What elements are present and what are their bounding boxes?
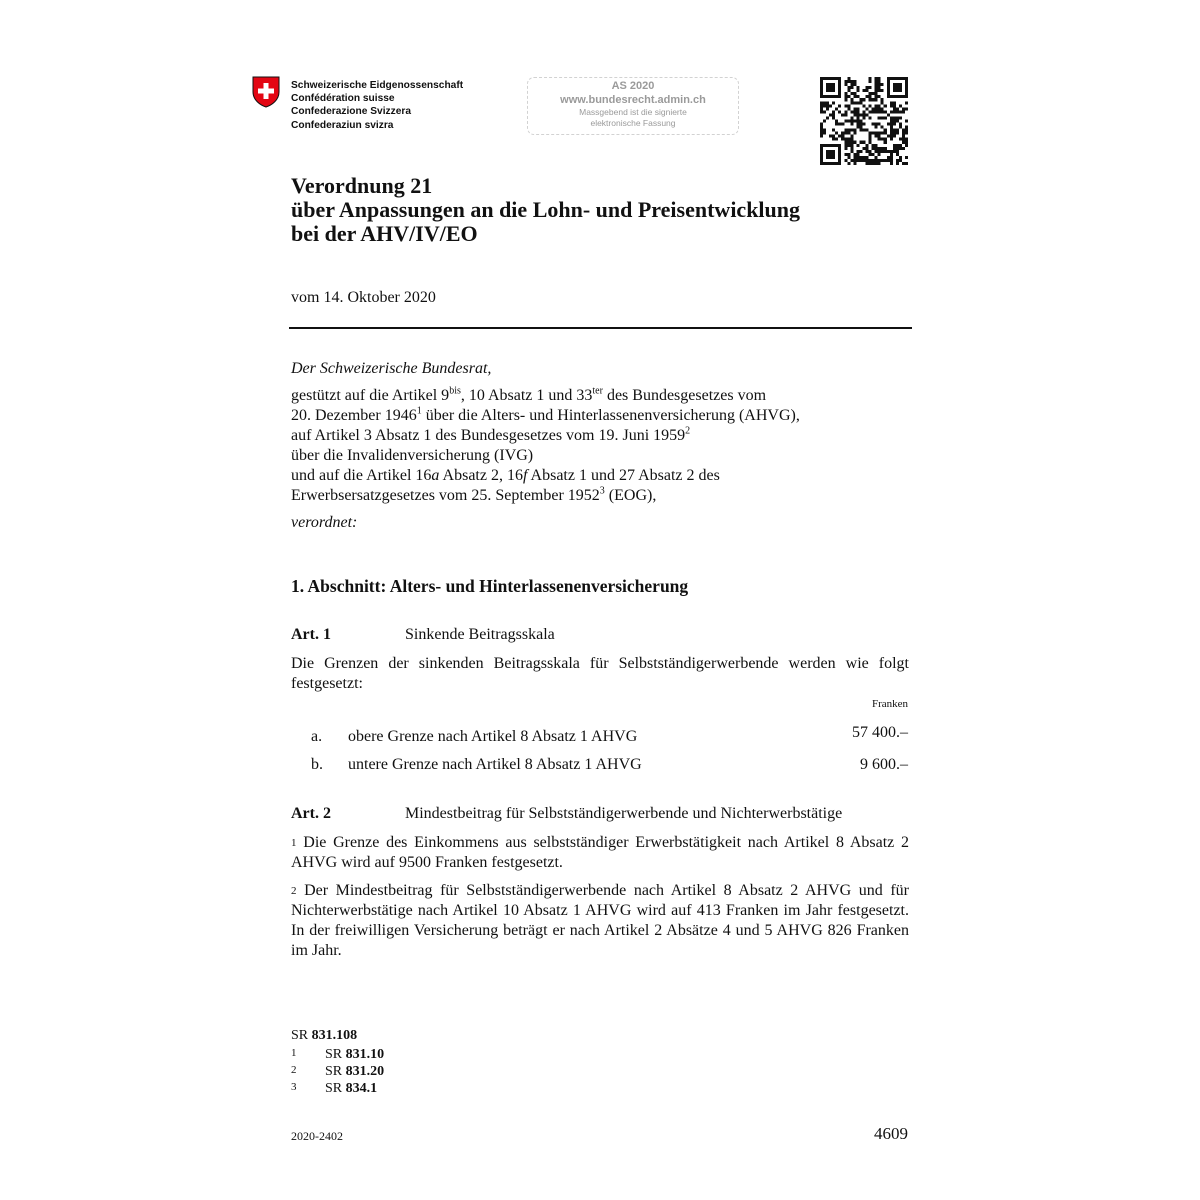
table-row-text: untere Grenze nach Artikel 8 Absatz 1 AHVG <box>348 756 642 773</box>
table-row-text: obere Grenze nach Artikel 8 Absatz 1 AHVG <box>348 728 638 745</box>
federation-name-it: Confederazione Svizzera <box>291 106 412 118</box>
footnote-text: SR 834.1 <box>325 1081 378 1096</box>
page-number: 4609 <box>874 1124 908 1143</box>
footnote-ref-1[interactable]: 1 <box>416 405 422 417</box>
federation-name-fr: Confédération suisse <box>291 93 395 105</box>
table-row-letter: b. <box>311 756 323 773</box>
federation-names <box>291 79 463 132</box>
preamble-line-5: und auf die Artikel 16a Absatz 2, 16f Absatz 1 und 27 Absatz 2 des <box>291 467 720 484</box>
qr-code <box>820 77 908 165</box>
title-line-2: über Anpassungen an die Lohn- und Preisentwicklung <box>291 197 801 222</box>
stamp-note-1: Massgebend ist die signierte <box>579 107 687 117</box>
art1-title: Sinkende Beitragsskala <box>405 626 555 643</box>
title-line-3: bei der AHV/IV/EO <box>291 221 478 246</box>
preamble-line-1: gestützt auf die Artikel $9^{bis}$, 10 Absatz 1 und $33^{ter}$ des Bundesgesetzes vom <box>291 385 767 404</box>
footnote-number: 1 <box>291 1047 297 1059</box>
art2-number: Art. 2 <box>291 805 331 822</box>
column-header-franken: Franken <box>871 698 908 710</box>
art2-paragraph-2: $^2$ Der Mindestbeitrag für Selbstständigerwerbende nach Artikel 8 Absatz 2 AHVG und für Nichterwerbstätige nach Artikel 10 Absatz 1 AHVG wird auf 413 Franken im Jahr festgesetzt. In der freiwilligen Versicherung beträgt er nach Artikel 2 Absätze 4 und 5 AHVG 826 Franken im Jahr. <box>291 882 910 959</box>
art2-title: Mindestbeitrag für Selbstständigerwerbende und Nichterwerbstätige <box>405 805 843 822</box>
preamble-line-2: 20. Dezember 1946$^1$ über die Alters- und Hinterlassenenversicherung (AHVG), <box>291 405 800 424</box>
stamp-as-number: AS 2020 <box>611 80 655 92</box>
footnote-ref-2[interactable]: 2 <box>685 425 691 437</box>
federation-name-de: Schweizerische Eidgenossenschaft <box>291 80 464 91</box>
official-stamp <box>527 77 739 135</box>
swiss-crest-logo <box>252 76 280 108</box>
preamble-heading: Der Schweizerische Bundesrat, <box>291 360 492 377</box>
preamble <box>291 386 931 506</box>
preamble-line-6: Erwerbsersatzgesetzes vom 25. September 1952$^3$ (EOG), <box>291 485 657 504</box>
ordinance-date: vom 14. Oktober 2020 <box>291 289 436 306</box>
document-id: 2020-2402 <box>291 1129 343 1143</box>
divider <box>289 327 912 329</box>
footnote-text: SR 831.10 <box>325 1047 385 1062</box>
table-row-value: 57 400.– <box>852 724 908 741</box>
preamble-line-3: auf Artikel 3 Absatz 1 des Bundesgesetzes vom 19. Juni 1959$^2$ <box>291 425 691 444</box>
federation-name-rm: Confederaziun svizra <box>291 119 394 131</box>
verordnet-label: verordnet: <box>291 514 358 531</box>
table-row-letter: a. <box>311 728 323 745</box>
art1-text: Die Grenzen der sinkenden Beitragsskala für Selbstständigerwerbende werden wie folgt festgesetzt: <box>291 655 909 692</box>
sr-number: SR 831.108 <box>291 1028 358 1043</box>
table-row-value: 9 600.– <box>860 756 908 773</box>
footnote-number: 2 <box>291 1064 297 1076</box>
footnote-text: SR 831.20 <box>325 1064 385 1079</box>
footnote-number: 3 <box>291 1081 297 1093</box>
page-title <box>291 174 800 246</box>
stamp-url: www.bundesrecht.admin.ch <box>560 94 706 106</box>
footnote-ref-3[interactable]: 3 <box>599 485 605 497</box>
title-line-1: Verordnung 21 <box>291 173 433 198</box>
preamble-line-4: über die Invalidenversicherung (IVG) <box>291 447 534 464</box>
section-heading: 1. Abschnitt: Alters- und Hinterlassenenversicherung <box>291 576 689 596</box>
stamp-note-2: elektronische Fassung <box>590 118 676 128</box>
art1-number: Art. 1 <box>291 626 331 643</box>
art2-paragraph-1: $^1$ Die Grenze des Einkommens aus selbstständiger Erwerbstätigkeit nach Artikel 8 Absatz 2 AHVG wird auf 9500 Franken festgesetzt. <box>291 834 910 871</box>
